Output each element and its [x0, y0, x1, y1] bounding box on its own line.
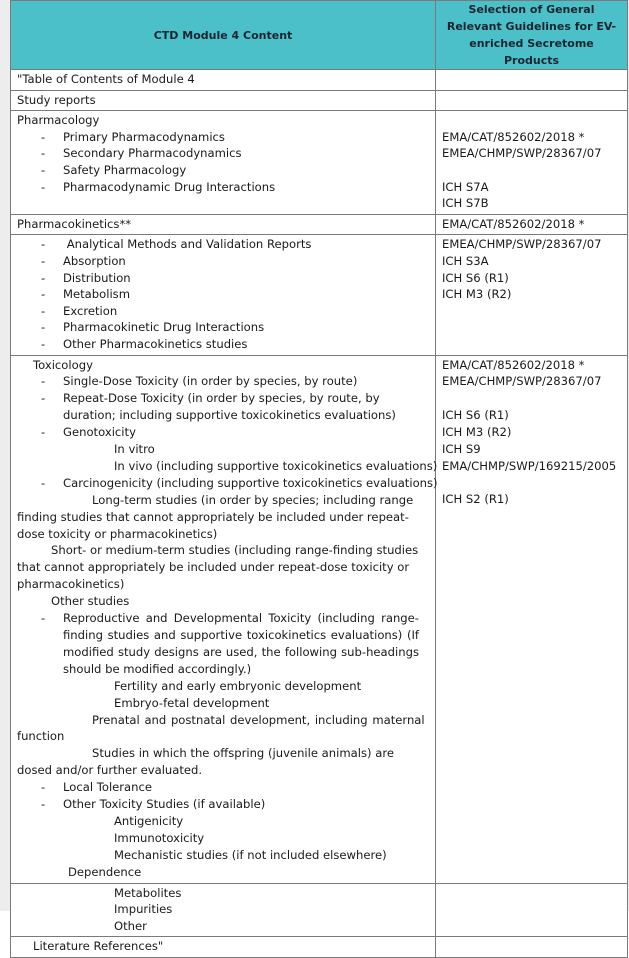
list-item: - Analytical Methods and Validation Reports — [41, 237, 312, 252]
list-item: Embryo-fetal development — [114, 695, 270, 710]
list-item: In vitro — [114, 442, 155, 457]
table-header-row — [11, 1, 628, 70]
empty-cell — [436, 883, 628, 937]
list-item: - Other Pharmacokinetics studies — [41, 336, 248, 351]
guideline: ICH S3A — [442, 253, 489, 268]
empty-cell — [436, 90, 628, 111]
list-item: - Reproductive and Developmental Toxicity (including range-finding studies and supportive toxicokinetics evaluations) (If modified study designs are used, the following sub-headings should be modified accordingly.) — [41, 611, 419, 676]
guideline: EMEA/CHMP/SWP/28367/07 — [442, 146, 602, 161]
guideline: ICH S9 — [442, 441, 481, 456]
table-row — [11, 90, 628, 111]
empty-cell — [436, 937, 628, 958]
list-item: - Carcinogenicity (including supportive toxicokinetics evaluations) — [41, 475, 438, 490]
empty-cell — [436, 70, 628, 91]
guideline: EMA/CAT/852602/2018 * — [442, 357, 585, 372]
list-item: - Secondary Pharmacodynamics — [41, 146, 242, 161]
guideline: EMA/CAT/852602/2018 * — [442, 129, 585, 144]
pharmacology-cell — [11, 111, 436, 215]
list-item: Other studies — [51, 594, 130, 609]
header-ctd-content: CTD Module 4 Content — [11, 1, 436, 70]
literature-cell — [11, 937, 436, 958]
literature-text: Literature References" — [33, 939, 164, 954]
guideline: ICH S2 (R1) — [442, 492, 509, 507]
toxicology-cell — [11, 355, 436, 883]
pharmacokinetics-cell — [11, 235, 436, 355]
misc-row — [11, 883, 628, 937]
list-item: - Pharmacokinetic Drug Interactions — [41, 320, 265, 335]
list-item: - Primary Pharmacodynamics — [41, 129, 225, 144]
list-item: Metabolites — [114, 885, 182, 900]
study-reports-cell: Study reports — [11, 90, 436, 111]
list-item: Immunotoxicity — [114, 830, 205, 845]
guideline: ICH S7B — [442, 196, 489, 211]
toc-cell: "Table of Contents of Module 4 — [11, 70, 436, 91]
guideline: ICH S6 (R1) — [442, 270, 509, 285]
list-item: - Pharmacodynamic Drug Interactions — [41, 179, 276, 194]
guideline: ICH S7A — [442, 179, 489, 194]
guideline-cell — [436, 355, 628, 883]
list-item: - Distribution — [41, 270, 131, 285]
list-item: - Metabolism — [41, 287, 131, 302]
guideline: ICH M3 (R2) — [442, 424, 512, 439]
list-item: - Other Toxicity Studies (if available) — [41, 797, 266, 812]
literature-row — [11, 937, 628, 958]
list-item: - Repeat-Dose Toxicity (in order by species, by route, by duration; including supportive toxicokinetics evaluations) — [41, 391, 396, 423]
list-item: Studies in which the offspring (juvenile animals) are dosed and/or further evaluated. — [17, 746, 394, 778]
list-item: Mechanistic studies (if not included elsewhere) — [114, 847, 387, 862]
list-item: Impurities — [114, 902, 173, 917]
list-item: - Genotoxicity — [41, 425, 136, 440]
guideline: EMEA/CHMP/SWP/28367/07 — [442, 374, 602, 389]
list-item: In vivo (including supportive toxicokinetics evaluations) — [114, 458, 438, 473]
toxicology-row — [11, 355, 628, 883]
section-title: Pharmacology — [17, 113, 100, 128]
guideline: EMA/CHMP/SWP/169215/2005 — [442, 458, 617, 473]
pharmacokinetics-row — [11, 235, 628, 355]
guideline: EMEA/CHMP/SWP/28367/07 — [442, 237, 602, 252]
list-item: - Single-Dose Toxicity (in order by species, by route) — [41, 374, 358, 389]
pharmacology-row — [11, 111, 628, 215]
header-guidelines: Selection of General Relevant Guidelines for EV-enriched Secretome Products — [436, 1, 628, 70]
list-item: Other — [114, 918, 147, 933]
table-row — [11, 70, 628, 91]
list-item: - Safety Pharmacology — [41, 162, 187, 177]
ctd-module4-table — [10, 0, 628, 958]
list-item: Dependence — [68, 864, 142, 879]
guideline-cell — [436, 111, 628, 215]
pharmacokinetics-title-cell: Pharmacokinetics** — [11, 214, 436, 235]
list-item: - Absorption — [41, 253, 126, 268]
guideline: ICH S6 (R1) — [442, 407, 509, 422]
section-title: Toxicology — [33, 357, 93, 372]
list-item: Long-term studies (in order by species; including range finding studies that cannot appropriately be included under repeat-dose toxicity or pharmacokinetics) — [17, 492, 414, 541]
pharmacokinetics-title-row — [11, 214, 628, 235]
list-item: - Local Tolerance — [41, 780, 153, 795]
list-item: Antigenicity — [114, 813, 184, 828]
list-item: - Excretion — [41, 303, 118, 318]
list-item: Fertility and early embryonic development — [114, 678, 362, 693]
misc-cell — [11, 883, 436, 937]
list-item: Prenatal and postnatal development, including maternal function — [17, 712, 425, 744]
guideline: EMA/CAT/852602/2018 * — [436, 214, 628, 235]
guideline-cell — [436, 235, 628, 355]
list-item: Short- or medium-term studies (including range-finding studies that cannot appropriately be included under repeat-dose toxicity or pharmacokinetics) — [17, 543, 419, 592]
guideline: ICH M3 (R2) — [442, 287, 512, 302]
